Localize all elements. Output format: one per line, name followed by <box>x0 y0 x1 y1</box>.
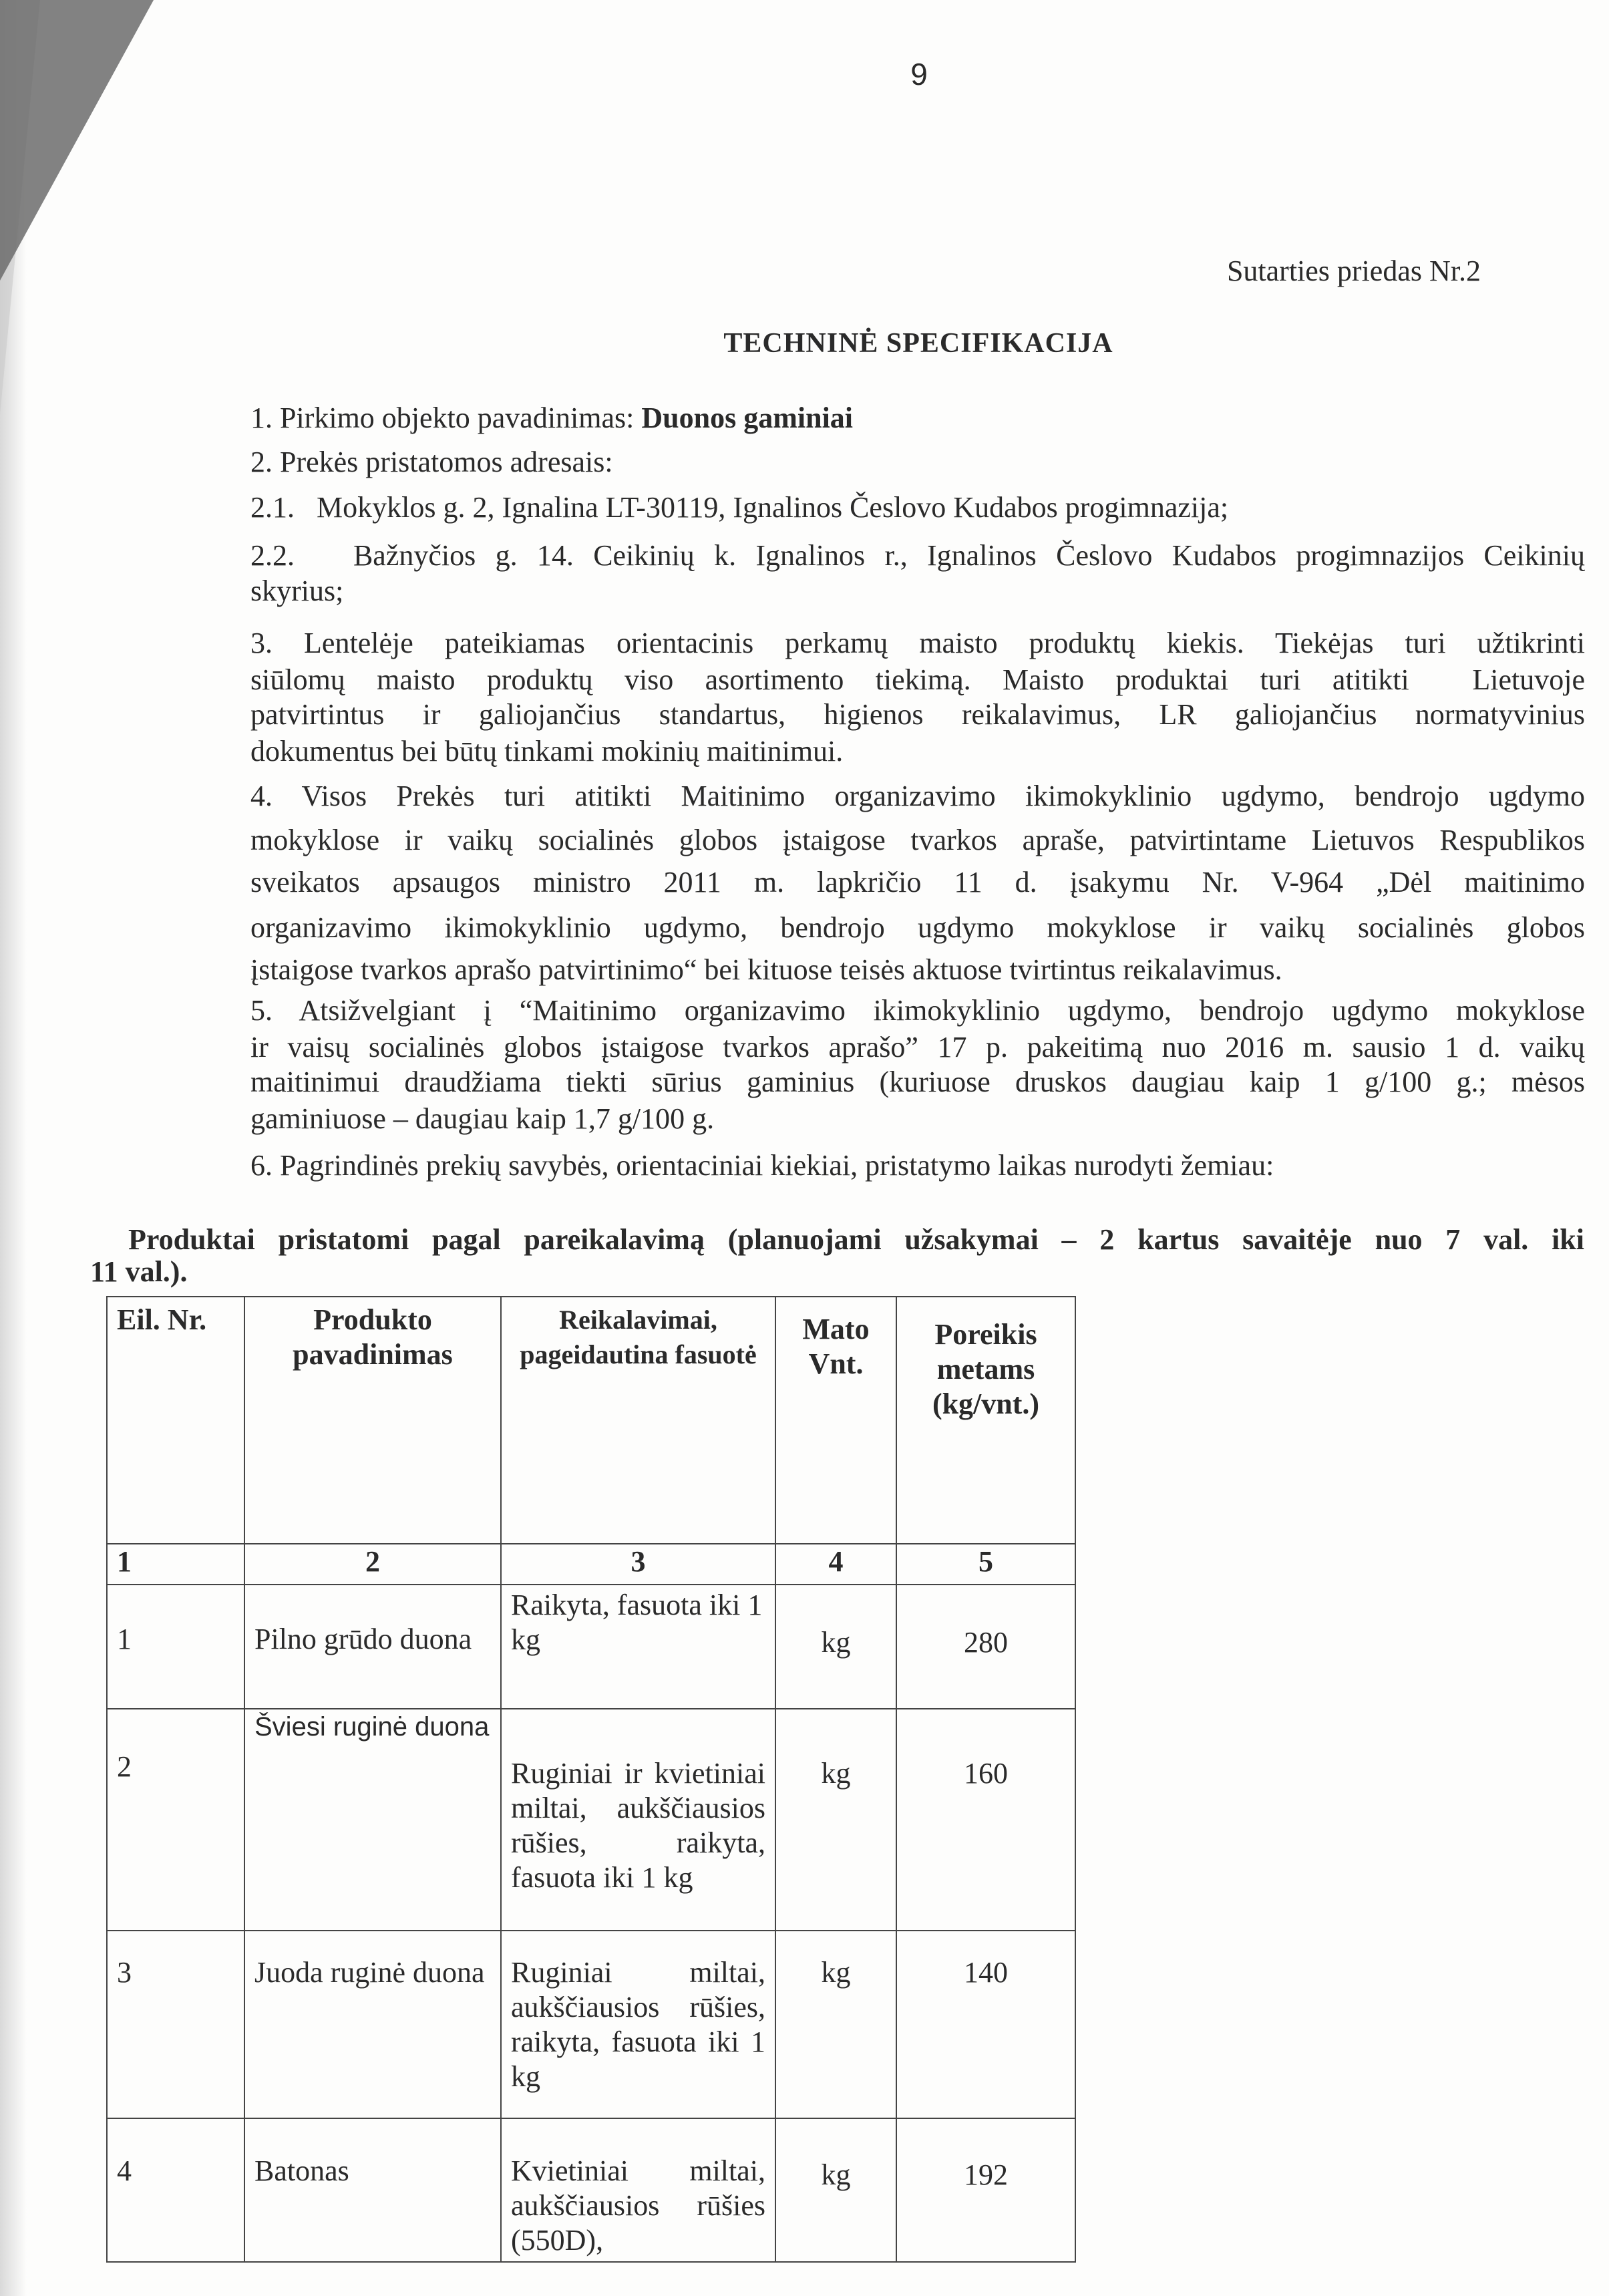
row-unit: kg <box>775 2118 896 2262</box>
row-nr: 1 <box>107 1585 244 1709</box>
row-requirements: Ruginiai ir kvietiniai miltai, aukščiausios rūšies, raikyta, fasuota iki 1 kg <box>501 1709 775 1931</box>
column-number-row <box>107 1544 1075 1585</box>
item-4-line: įstaigose tvarkos aprašo patvirtinimo“ bei kituose teisės aktuose tvirtintus reikalavimus. <box>250 953 1282 986</box>
document-title: TECHNINĖ SPECIFIKACIJA <box>723 328 1113 359</box>
row-quantity: 192 <box>896 2118 1075 2262</box>
item-2-2-line: skyrius; <box>250 575 344 607</box>
row-nr: 2 <box>107 1709 244 1931</box>
row-name: Šviesi ruginė duona <box>244 1709 501 1931</box>
item-1-object: Duonos gaminiai <box>641 401 854 434</box>
item-3-line: 3. Lentelėje pateikiamas orientacinis perkamų maisto produktų kiekis. Tiekėjas turi užtikrinti <box>250 627 1585 659</box>
item-5-line: maitinimui draudžiama tiekti sūrius gaminius (kuriuose druskos daugiau kaip 1 g/100 g.; mėsos <box>250 1065 1585 1098</box>
row-requirements: Raikyta, fasuota iki 1 kg <box>501 1585 775 1709</box>
header-quantity: Poreikis metams (kg/vnt.) <box>896 1297 1075 1544</box>
row-nr: 4 <box>107 2118 244 2262</box>
item-3-line: siūlomų maisto produktų viso asortimento tiekimą. Maisto produktai turi atitikti Lietuvoje <box>250 663 1585 696</box>
row-name: Pilno grūdo duona <box>244 1585 501 1709</box>
item-4-line: 4. Visos Prekės turi atitikti Maitinimo organizavimo ikimokyklinio ugdymo, bendrojo ugdymo <box>250 780 1585 812</box>
row-unit: kg <box>775 1931 896 2118</box>
item-5-line: ir vaisų socialinės globos įstaigose tvarkos aprašo” 17 p. pakeitimą nuo 2016 m. sausio 1 d. vaikų <box>250 1031 1585 1063</box>
table-row <box>107 1585 1075 1709</box>
table-heading-line: Produktai pristatomi pagal pareikalavimą (planuojami užsakymai – 2 kartus savaitėje nuo 7 val. iki <box>128 1223 1584 1256</box>
item-1-text: 1. Pirkimo objekto pavadinimas: <box>250 401 642 434</box>
row-requirements: Kvietiniai miltai, aukščiausios rūšies (550D), <box>501 2118 775 2262</box>
column-number: 3 <box>501 1544 775 1585</box>
column-number: 4 <box>775 1544 896 1585</box>
item-5-line: gaminiuose – daugiau kaip 1,7 g/100 g. <box>250 1102 715 1135</box>
item-4-line: sveikatos apsaugos ministro 2011 m. lapkričio 11 d. įsakymu Nr. V-964 „Dėl maitinimo <box>250 866 1585 898</box>
products-table <box>106 1296 1076 2263</box>
scan-folded-corner <box>0 0 154 281</box>
header-name: Produkto pavadinimas <box>244 1297 501 1544</box>
row-quantity: 280 <box>896 1585 1075 1709</box>
header-nr: Eil. Nr. <box>107 1297 244 1544</box>
item-5-line: 5. Atsižvelgiant į “Maitinimo organizavimo ikimokyklinio ugdymo, bendrojo ugdymo mokyklose <box>250 994 1585 1027</box>
page-number: 9 <box>910 57 928 92</box>
column-number: 5 <box>896 1544 1075 1585</box>
item-2: 2. Prekės pristatomos adresais: <box>250 446 613 478</box>
row-name: Batonas <box>244 2118 501 2262</box>
annex-label: Sutarties priedas Nr.2 <box>1226 255 1481 287</box>
item-6: 6. Pagrindinės prekių savybės, orientaciniai kiekiai, pristatymo laikas nurodyti žemiau: <box>250 1149 1274 1182</box>
row-quantity: 140 <box>896 1931 1075 2118</box>
table-header-row <box>107 1297 1075 1544</box>
table-row <box>107 2118 1075 2262</box>
item-2-1: 2.1. Mokyklos g. 2, Ignalina LT-30119, Ignalinos Česlovo Kudabos progimnazija; <box>250 491 1229 524</box>
header-requirements: Reikalavimai, pageidautina fasuotė <box>501 1297 775 1544</box>
header-unit: Mato Vnt. <box>775 1297 896 1544</box>
row-nr: 3 <box>107 1931 244 2118</box>
row-unit: kg <box>775 1585 896 1709</box>
row-unit: kg <box>775 1709 896 1931</box>
row-quantity: 160 <box>896 1709 1075 1931</box>
table-heading-line: 11 val.). <box>90 1255 188 1288</box>
item-4-line: mokyklose ir vaikų socialinės globos įstaigose tvarkos apraše, patvirtintame Lietuvos Respublikos <box>250 824 1585 856</box>
row-name: Juoda ruginė duona <box>244 1931 501 2118</box>
item-4-line: organizavimo ikimokyklinio ugdymo, bendrojo ugdymo mokyklose ir vaikų socialinės globos <box>250 911 1585 944</box>
item-3-line: patvirtintus ir galiojančius standartus, higienos reikalavimus, LR galiojančius normatyvinius <box>250 698 1585 731</box>
column-number: 2 <box>244 1544 501 1585</box>
table-row <box>107 1931 1075 2118</box>
table-row <box>107 1709 1075 1931</box>
column-number: 1 <box>107 1544 244 1585</box>
row-requirements: Ruginiai miltai, aukščiausios rūšies, raikyta, fasuota iki 1 kg <box>501 1931 775 2118</box>
item-1 <box>250 401 1585 436</box>
item-2-2-line: 2.2. Bažnyčios g. 14. Ceikinių k. Ignalinos r., Ignalinos Česlovo Kudabos progimnazijos Ceikinių <box>250 539 1585 572</box>
item-3-line: dokumentus bei būtų tinkami mokinių maitinimui. <box>250 735 844 768</box>
